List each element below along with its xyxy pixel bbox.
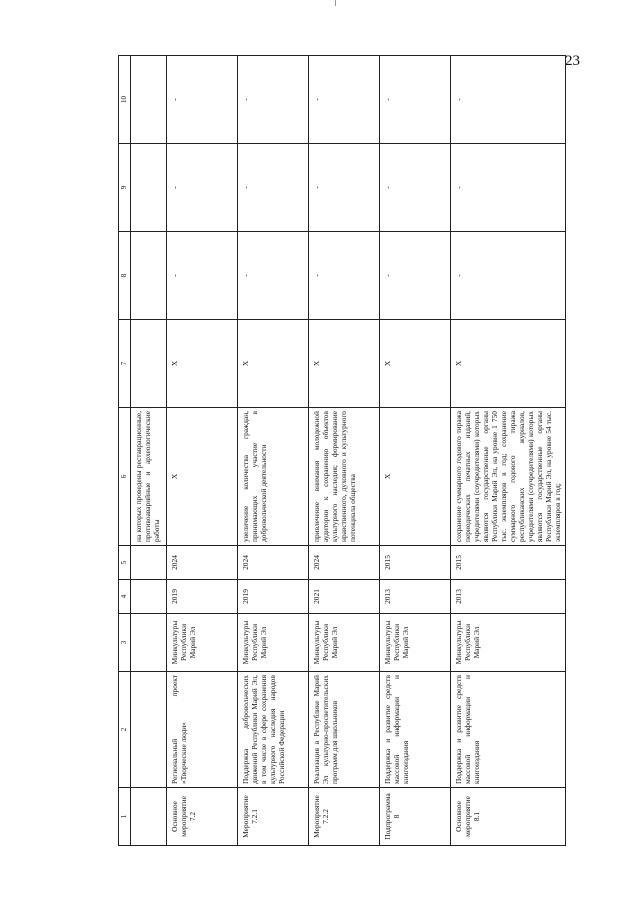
cell-executor: Минкультуры Республики Марий Эл: [238, 614, 309, 672]
cell-col7: Х: [167, 320, 238, 408]
continuation-row: [131, 56, 167, 846]
cell-start: 2019: [167, 580, 238, 614]
table-row: [167, 56, 238, 846]
cell-name: Поддержка и развитие средств массовой информации и книгоиздания: [451, 672, 566, 788]
column-header: 7: [119, 320, 131, 408]
scan-mark: [335, 0, 336, 6]
cell-col9: -: [238, 144, 309, 232]
cell-end: 2024: [238, 546, 309, 580]
cell-executor: Минкультуры Республики Марий Эл: [167, 614, 238, 672]
cell-code: Мероприятие 7.2.1: [238, 788, 309, 846]
cell-result: сохранение суммарного годового тиража периодических печатных изданий, учредителями (соучредителями) которых являются государственные органы Республики Марий Эл, на уровне 1 750 тыс. экземпляров в год; сохранение суммарного годового тиража республиканских журналов, учредителями (соучредителями) которых являются государственные органы Республики Марий Эл, на уровне 54 тыс. экземпляров в год;: [451, 408, 566, 546]
cell-col8: -: [238, 232, 309, 320]
rotated-table-container: [118, 56, 563, 846]
cell-start: 2019: [238, 580, 309, 614]
cell-executor: Минкультуры Республики Марий Эл: [451, 614, 566, 672]
cell-code: Основное мероприятие 7.2: [167, 788, 238, 846]
cell-col7: Х: [380, 320, 451, 408]
cell-end: 2024: [167, 546, 238, 580]
cell-name: Региональный проект «Творческие люди»: [167, 672, 238, 788]
column-header: 9: [119, 144, 131, 232]
cell-col9: -: [451, 144, 566, 232]
cell-name: Поддержка и развитие средств массовой информации и книгоиздания: [380, 672, 451, 788]
column-header: 3: [119, 614, 131, 672]
cell-col10: -: [451, 56, 566, 144]
cell-col10: -: [238, 56, 309, 144]
cell-col8: -: [309, 232, 380, 320]
cell-col8: -: [167, 232, 238, 320]
cell-name: Поддержка добровольческих движений Республики Марий Эл, в том числе в сфере сохранения культурного наследия народов Российской Федерации: [238, 672, 309, 788]
cell-end: 2015: [451, 546, 566, 580]
cell-start: 2013: [380, 580, 451, 614]
cell-result: Х: [167, 408, 238, 546]
cell-col10: -: [167, 56, 238, 144]
table-row: [451, 56, 566, 846]
cell-end: 2015: [380, 546, 451, 580]
cell-end: 2024: [309, 546, 380, 580]
cell-col9: -: [309, 144, 380, 232]
cell-col8: -: [380, 232, 451, 320]
cell-result: Х: [380, 408, 451, 546]
cell-code: Подпрограмма 8: [380, 788, 451, 846]
cell-executor: Минкультуры Республики Марий Эл: [309, 614, 380, 672]
cell-start: 2021: [309, 580, 380, 614]
column-header: 10: [119, 56, 131, 144]
continuation-text: на которых проведены реставрационные, противоаварийные и археологические работы: [131, 408, 167, 546]
column-header: 5: [119, 546, 131, 580]
table-row: [380, 56, 451, 846]
cell-col10: -: [309, 56, 380, 144]
cell-code: Основное мероприятие 8.1: [451, 788, 566, 846]
cell-col9: -: [380, 144, 451, 232]
cell-start: 2013: [451, 580, 566, 614]
column-header: 4: [119, 580, 131, 614]
cell-result: увеличение количества граждан, принимающих участие в добровольческой деятельности: [238, 408, 309, 546]
table-row: [309, 56, 380, 846]
cell-col7: Х: [238, 320, 309, 408]
page-number: 23: [565, 53, 580, 69]
cell-col8: -: [451, 232, 566, 320]
cell-name: Реализация в Республике Марий Эл культурно-просветительских программ для школьников: [309, 672, 380, 788]
cell-col9: -: [167, 144, 238, 232]
program-table: [118, 55, 566, 846]
cell-result: привлечение внимания молодежной аудитории к сохранению объектов культурного наследия; формирование нравственного, духовного и культурного потенциала общества: [309, 408, 380, 546]
table-row: [238, 56, 309, 846]
cell-col7: Х: [309, 320, 380, 408]
cell-code: Мероприятие 7.2.2: [309, 788, 380, 846]
cell-col7: Х: [451, 320, 566, 408]
cell-executor: Минкультуры Республики Марий Эл: [380, 614, 451, 672]
column-header: 1: [119, 788, 131, 846]
cell-col10: -: [380, 56, 451, 144]
column-header: 2: [119, 672, 131, 788]
column-header: 6: [119, 408, 131, 546]
column-number-row: [119, 56, 131, 846]
column-header: 8: [119, 232, 131, 320]
